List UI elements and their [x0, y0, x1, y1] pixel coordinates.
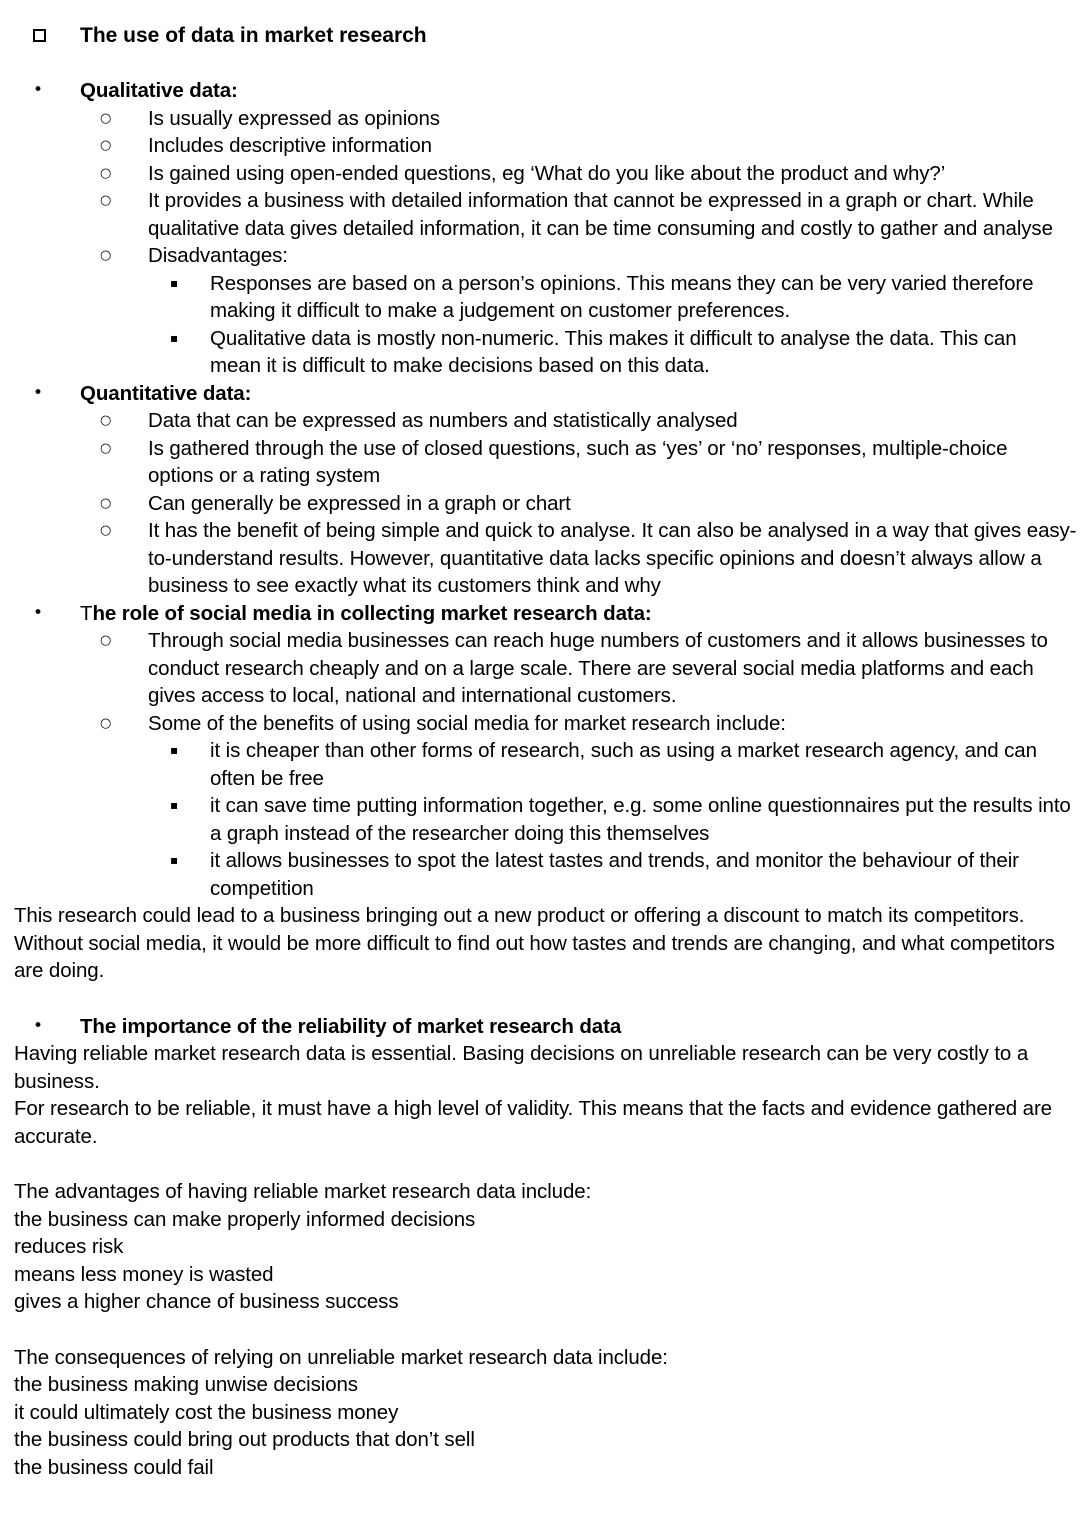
- advantages-lead-in: The advantages of having reliable market research data include:: [14, 1180, 592, 1203]
- circle-bullet-icon: ○: [100, 138, 112, 153]
- square-bullet-icon: ▪: [170, 275, 179, 290]
- consequences-item: it could ultimately cost the business money: [14, 1400, 399, 1424]
- consequences-item: the business could bring out products that don’t sell: [14, 1428, 475, 1451]
- section-heading-label: [80, 600, 1080, 628]
- disc-bullet-icon: •: [33, 1015, 43, 1036]
- reliability-paragraph: Having reliable market research data is essential. Basing decisions on unreliable research can be very costly to a business.: [14, 1042, 1029, 1093]
- section-heading-qualitative: [0, 77, 1080, 105]
- spacer: [0, 985, 1080, 1013]
- list-item: [0, 737, 1080, 792]
- square-bullet-icon: ▪: [170, 330, 179, 345]
- section-heading-bold: he role of social media in collecting market research data:: [92, 601, 652, 625]
- list-item: [0, 710, 1080, 738]
- list-item: [0, 160, 1080, 188]
- consequences-lead-in: The consequences of relying on unreliable market research data include:: [14, 1345, 668, 1369]
- list-item-text: Through social media businesses can reach huge numbers of customers and it allows businesses to conduct research cheaply and on a large scale. There are several social media platforms and each gives access to local, national and international customers.: [148, 629, 1048, 707]
- list-item: [0, 847, 1080, 902]
- circle-bullet-icon: ○: [100, 440, 112, 456]
- list-item-text: It provides a business with detailed information that cannot be expressed in a graph or chart. While qualitative data gives detailed information, it can be time consuming and costly to gather and analyse: [148, 189, 1053, 240]
- list-item: [0, 435, 1080, 490]
- list-item: [0, 490, 1080, 518]
- list-item-text: Is gathered through the use of closed questions, such as ‘yes’ or ‘no’ responses, multiple-choice options or a rating system: [148, 436, 1008, 487]
- list-item: [0, 517, 1080, 600]
- section-heading-social-media: [0, 600, 1080, 628]
- list-item-text: it is cheaper than other forms of research, such as using a market research agency, and can often be free: [210, 739, 1037, 790]
- spacer: [0, 1316, 1080, 1344]
- section-heading-label: Qualitative data:: [80, 79, 238, 102]
- list-item-text: Includes descriptive information: [148, 134, 432, 157]
- document-title-row: [0, 22, 1080, 49]
- square-bullet-icon: ▪: [170, 743, 179, 757]
- list-item: [0, 325, 1080, 380]
- list-item-text: It has the benefit of being simple and quick to analyse. It can also be analysed in a way that gives easy-to-understand results. However, quantitative data lacks specific opinions and doesn’t always allow a business to see exactly what its customers think and why: [148, 519, 1077, 597]
- list-item-text: Disadvantages:: [148, 244, 288, 267]
- list-item: [0, 105, 1080, 133]
- shadowed-square-bullet-icon: [33, 29, 46, 42]
- page-title: The use of data in market research: [80, 24, 427, 47]
- list-item-text: Is gained using open-ended questions, eg ‘What do you like about the product and why?’: [148, 161, 946, 185]
- list-item-text: Some of the benefits of using social media for market research include:: [148, 711, 786, 735]
- circle-bullet-icon: ○: [100, 633, 112, 648]
- consequences-item: the business making unwise decisions: [14, 1373, 358, 1396]
- circle-bullet-icon: ○: [100, 413, 112, 428]
- section-heading-label: The importance of the reliability of market research data: [80, 1014, 622, 1038]
- list-item-text: Can generally be expressed in a graph or chart: [148, 491, 571, 515]
- list-item-text: Data that can be expressed as numbers and statistically analysed: [148, 409, 738, 432]
- list-item-text: Is usually expressed as opinions: [148, 106, 440, 130]
- social-media-closing-paragraph: This research could lead to a business bringing out a new product or offering a discount to match its competitors. Without social media, it would be more difficult to find out how tastes and trends are changing, and what competitors are doing.: [14, 904, 1055, 982]
- circle-bullet-icon: ○: [100, 248, 112, 263]
- advantages-item: gives a higher chance of business success: [14, 1290, 399, 1313]
- list-item-text: Qualitative data is mostly non-numeric. This makes it difficult to analyse the data. This can mean it is difficult to make decisions based on this data.: [210, 326, 1017, 377]
- list-item: [0, 132, 1080, 160]
- list-item-text: Responses are based on a person’s opinions. This means they can be very varied therefore making it difficult to make a judgement on customer preferences.: [210, 271, 1034, 322]
- advantages-item: means less money is wasted: [14, 1262, 274, 1286]
- disc-bullet-icon: •: [33, 602, 43, 623]
- section-heading-reliability: [0, 1013, 1080, 1041]
- square-bullet-icon: ▪: [170, 853, 179, 867]
- list-item: [0, 187, 1080, 242]
- section-heading-prefix: T: [80, 601, 93, 625]
- circle-bullet-icon: ○: [100, 715, 112, 731]
- list-item: [0, 270, 1080, 325]
- spacer: [0, 1150, 1080, 1178]
- list-item: [0, 242, 1080, 270]
- list-item-text: it can save time putting information together, e.g. some online questionnaires put the results into a graph instead of the researcher doing this themselves: [210, 794, 1071, 845]
- reliability-paragraph: For research to be reliable, it must have a high level of validity. This means that the facts and evidence gathered are accurate.: [14, 1097, 1052, 1148]
- circle-bullet-icon: ○: [100, 495, 112, 511]
- consequences-item: the business could fail: [14, 1455, 214, 1479]
- list-item: [0, 627, 1080, 710]
- square-bullet-icon: ▪: [170, 798, 179, 812]
- list-item: [0, 792, 1080, 847]
- circle-bullet-icon: ○: [100, 193, 112, 208]
- list-item: [0, 407, 1080, 435]
- circle-bullet-icon: ○: [100, 523, 112, 538]
- advantages-item: the business can make properly informed decisions: [14, 1207, 476, 1231]
- section-heading-label: Quantitative data:: [80, 381, 252, 405]
- section-heading-quantitative: [0, 380, 1080, 408]
- circle-bullet-icon: ○: [100, 110, 112, 126]
- list-item-text: it allows businesses to spot the latest tastes and trends, and monitor the behaviour of their competition: [210, 849, 1019, 900]
- spacer: [0, 49, 1080, 77]
- disc-bullet-icon: •: [33, 382, 43, 403]
- advantages-item: reduces risk: [14, 1235, 124, 1258]
- disc-bullet-icon: •: [33, 80, 43, 100]
- circle-bullet-icon: ○: [100, 165, 112, 181]
